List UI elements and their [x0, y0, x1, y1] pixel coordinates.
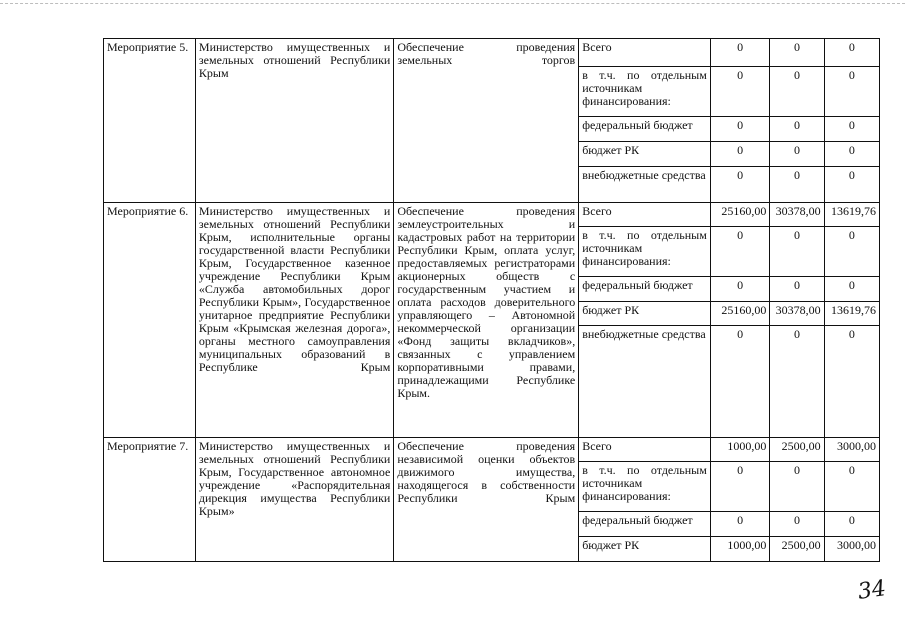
value-cell: 25160,00 — [710, 302, 770, 326]
value-cell: 13619,76 — [824, 302, 879, 326]
value-cell: 0 — [770, 462, 824, 512]
value-cell: 0 — [770, 117, 824, 142]
value-cell: 0 — [710, 167, 770, 203]
value-cell: 0 — [710, 512, 770, 537]
value-cell: 0 — [824, 512, 879, 537]
event-description: Обеспечение проведения землеустроительных и кадастровых работ на территории Республики Крым, оплата услуг, предоставляемых регистраторами акционерных обществ с государственным участием и оплата расходов доверительного управляющего – Автономной некоммерческой организации «Фонд защиты вкладчиков», связанных с управлением корпоративными правами, принадлежащими Республике Крым. — [394, 203, 579, 438]
value-cell: 3000,00 — [824, 438, 879, 462]
page-number: 34 — [856, 576, 888, 605]
source-label: бюджет РК — [579, 302, 711, 326]
value-cell: 3000,00 — [824, 537, 879, 562]
event-executor: Министерство имущественных и земельных отношений Республики Крым — [195, 39, 393, 203]
value-cell: 0 — [824, 142, 879, 167]
value-cell: 0 — [770, 167, 824, 203]
value-cell: 0 — [710, 462, 770, 512]
value-cell: 0 — [824, 67, 879, 117]
value-cell: 0 — [770, 67, 824, 117]
event-title: Мероприятие 7. — [104, 438, 196, 562]
value-cell: 1000,00 — [710, 438, 770, 462]
value-cell: 0 — [710, 142, 770, 167]
event-executor: Министерство имущественных и земельных отношений Республики Крым, исполнительные органы государственной власти Республики Крым, Государственное казенное учреждение Республики Крым «Служба автомобильных дорог Республики Крым», Государственное унитарное предприятие Республики Крым «Крымская железная дорога», органы местного самоуправления муниципальных образований в Республике Крым — [195, 203, 393, 438]
funding-table — [103, 38, 880, 562]
event-title: Мероприятие 6. — [104, 203, 196, 438]
scan-edge — [0, 3, 905, 4]
value-cell: 30378,00 — [770, 203, 824, 227]
source-label: бюджет РК — [579, 537, 711, 562]
value-cell: 0 — [770, 326, 824, 438]
table-row — [104, 203, 880, 227]
source-label: внебюджетные средства — [579, 326, 711, 438]
value-cell: 13619,76 — [824, 203, 879, 227]
source-label: федеральный бюджет — [579, 512, 711, 537]
event-title: Мероприятие 5. — [104, 39, 196, 203]
value-cell: 0 — [824, 277, 879, 302]
value-cell: 0 — [824, 117, 879, 142]
value-cell: 0 — [710, 117, 770, 142]
value-cell: 0 — [770, 277, 824, 302]
value-cell: 0 — [824, 462, 879, 512]
table-row — [104, 438, 880, 462]
value-cell: 0 — [770, 142, 824, 167]
value-cell: 25160,00 — [710, 203, 770, 227]
source-label: федеральный бюджет — [579, 117, 711, 142]
value-cell: 0 — [770, 512, 824, 537]
source-label: в т.ч. по отдельным источникам финансирования: — [579, 67, 711, 117]
value-cell: 0 — [824, 326, 879, 438]
source-label: Всего — [579, 438, 711, 462]
event-description: Обеспечение проведения независимой оценки объектов движимого имущества, находящегося в собственности Республики Крым — [394, 438, 579, 562]
value-cell: 0 — [710, 67, 770, 117]
value-cell: 0 — [824, 227, 879, 277]
value-cell: 0 — [710, 39, 770, 67]
event-executor: Министерство имущественных и земельных отношений Республики Крым, Государственное автономное учреждение «Распорядительная дирекция имущества Республики Крым» — [195, 438, 393, 562]
source-label: в т.ч. по отдельным источникам финансирования: — [579, 227, 711, 277]
value-cell: 0 — [710, 326, 770, 438]
source-label: Всего — [579, 39, 711, 67]
value-cell: 2500,00 — [770, 438, 824, 462]
value-cell: 0 — [824, 39, 879, 67]
source-label: внебюджетные средства — [579, 167, 711, 203]
source-label: в т.ч. по отдельным источникам финансирования: — [579, 462, 711, 512]
value-cell: 0 — [770, 39, 824, 67]
value-cell: 30378,00 — [770, 302, 824, 326]
value-cell: 0 — [770, 227, 824, 277]
value-cell: 0 — [710, 277, 770, 302]
value-cell: 0 — [824, 167, 879, 203]
value-cell: 2500,00 — [770, 537, 824, 562]
source-label: федеральный бюджет — [579, 277, 711, 302]
table-row — [104, 39, 880, 67]
value-cell: 0 — [710, 227, 770, 277]
event-description: Обеспечение проведения земельных торгов — [394, 39, 579, 203]
source-label: бюджет РК — [579, 142, 711, 167]
source-label: Всего — [579, 203, 711, 227]
value-cell: 1000,00 — [710, 537, 770, 562]
